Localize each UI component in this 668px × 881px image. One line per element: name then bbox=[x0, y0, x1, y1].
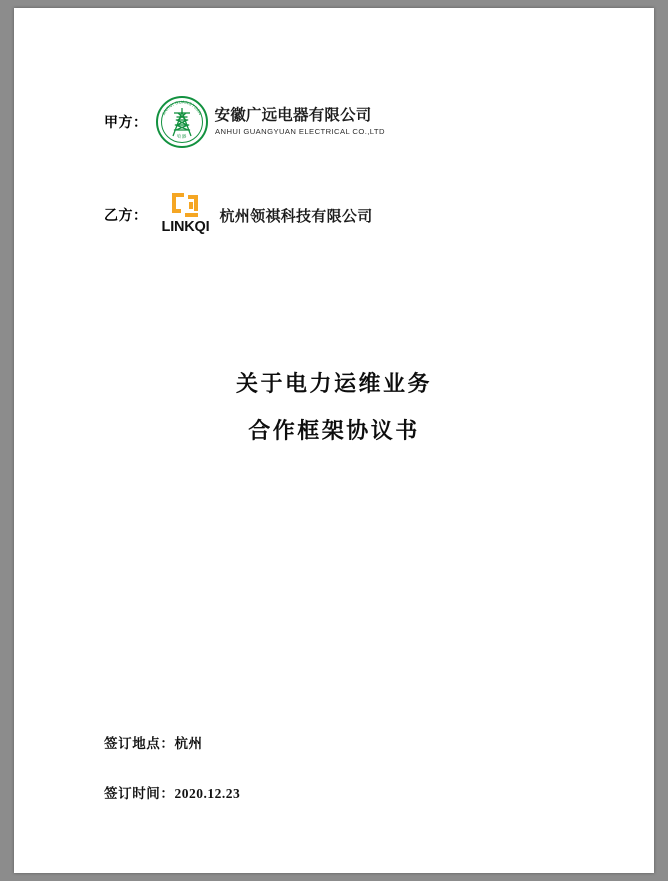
signing-date-value: 2020.12.23 bbox=[174, 786, 241, 801]
linkqi-mark-glyph bbox=[170, 193, 200, 219]
signing-date bbox=[104, 782, 240, 802]
party-b-row bbox=[104, 193, 373, 237]
document-page bbox=[14, 8, 654, 873]
transmission-tower-glyph bbox=[169, 107, 195, 137]
page-title-line-2: 合作框架协议书 bbox=[248, 418, 420, 443]
power-tower-seal-icon bbox=[156, 96, 208, 148]
signing-place-value: 杭州 bbox=[174, 736, 203, 751]
party-a-logo-text bbox=[214, 106, 385, 137]
svg-text:ANHUI GUANGYUAN: ANHUI GUANGYUAN bbox=[160, 99, 203, 116]
party-a-row bbox=[104, 96, 385, 148]
party-a-company-en: ANHUI GUANGYUAN ELECTRICAL CO.,LTD bbox=[214, 127, 385, 137]
party-a-company-cn: 安徽广远电器有限公司 bbox=[214, 106, 372, 124]
linkqi-bracket-icon bbox=[158, 193, 214, 237]
page-title-line-1: 关于电力运维业务 bbox=[235, 371, 432, 396]
page-title bbox=[14, 360, 654, 454]
signing-date-label: 签订时间： bbox=[104, 786, 175, 801]
signing-place-label: 签订地点： bbox=[104, 736, 175, 751]
party-b-label: 乙方： bbox=[104, 207, 148, 223]
party-a-label: 甲方： bbox=[104, 114, 148, 130]
signing-place bbox=[104, 732, 203, 752]
linkqi-wordmark: LINKQI bbox=[161, 219, 210, 235]
party-b-company-cn: 杭州领祺科技有限公司 bbox=[219, 207, 373, 225]
svg-text:电器: 电器 bbox=[175, 133, 188, 140]
